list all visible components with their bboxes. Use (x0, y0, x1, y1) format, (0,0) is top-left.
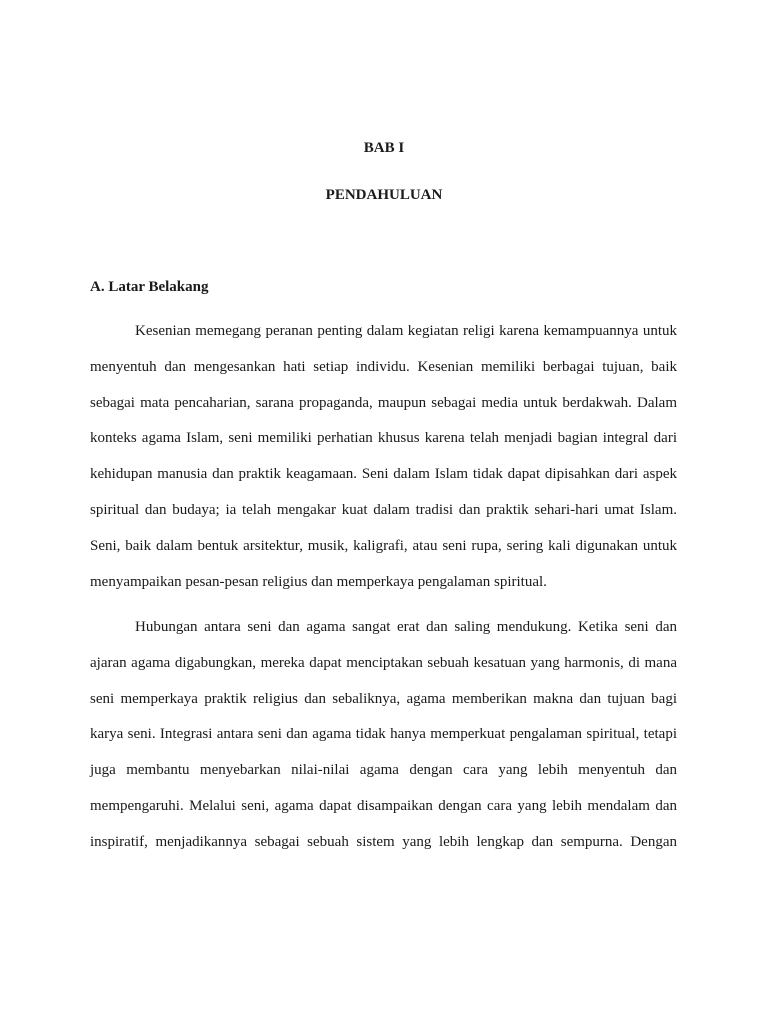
paragraph-line: menyentuh dan mengesankan hati setiap individu. Kesenian memiliki berbagai tujuan, baik (90, 358, 677, 375)
section-heading: A. Latar Belakang (90, 279, 209, 295)
paragraph-line: ajaran agama digabungkan, mereka dapat menciptakan sebuah kesatuan yang harmonis, di mana (90, 654, 677, 671)
paragraph-line: mempengaruhi. Melalui seni, agama dapat disampaikan dengan cara yang lebih mendalam dan (90, 797, 677, 814)
paragraph-line: konteks agama Islam, seni memiliki perhatian khusus karena telah menjadi bagian integral dari (90, 430, 677, 447)
paragraph-line: kehidupan manusia dan praktik keagamaan. Seni dalam Islam tidak dapat dipisahkan dari aspek (90, 466, 677, 483)
paragraph-line: Hubungan antara seni dan agama sangat erat dan saling mendukung. Ketika seni dan (135, 619, 677, 635)
paragraph-line: inspiratif, menjadikannya sebagai sebuah sistem yang lebih lengkap dan sempurna. Dengan (90, 833, 677, 850)
paragraph-line: menyampaikan pesan-pesan religius dan memperkaya pengalaman spiritual. (90, 573, 547, 590)
chapter-label: BAB I (363, 140, 405, 156)
paragraph-line: karya seni. Integrasi antara seni dan agama tidak hanya memperkuat pengalaman spiritual, tetapi (90, 726, 677, 743)
paragraph-1 (90, 314, 677, 600)
paragraph-line: juga membantu menyebarkan nilai-nilai agama dengan cara yang lebih menyentuh dan (90, 762, 677, 779)
chapter-title: PENDAHULUAN (325, 187, 443, 203)
paragraph-line: spiritual dan budaya; ia telah mengakar kuat dalam tradisi dan praktik sehari-hari umat Islam. (90, 501, 677, 518)
paragraph-2 (90, 610, 677, 861)
paragraph-line: seni memperkaya praktik religius dan sebaliknya, agama memberikan makna dan tujuan bagi (90, 690, 677, 707)
paragraph-line: Seni, baik dalam bentuk arsitektur, musik, kaligrafi, atau seni rupa, sering kali digunakan untuk (90, 537, 677, 554)
paragraph-line: sebagai mata pencaharian, sarana propaganda, maupun sebagai media untuk berdakwah. Dalam (90, 394, 677, 411)
paragraph-line: Kesenian memegang peranan penting dalam kegiatan religi karena kemampuannya untuk (135, 323, 677, 339)
